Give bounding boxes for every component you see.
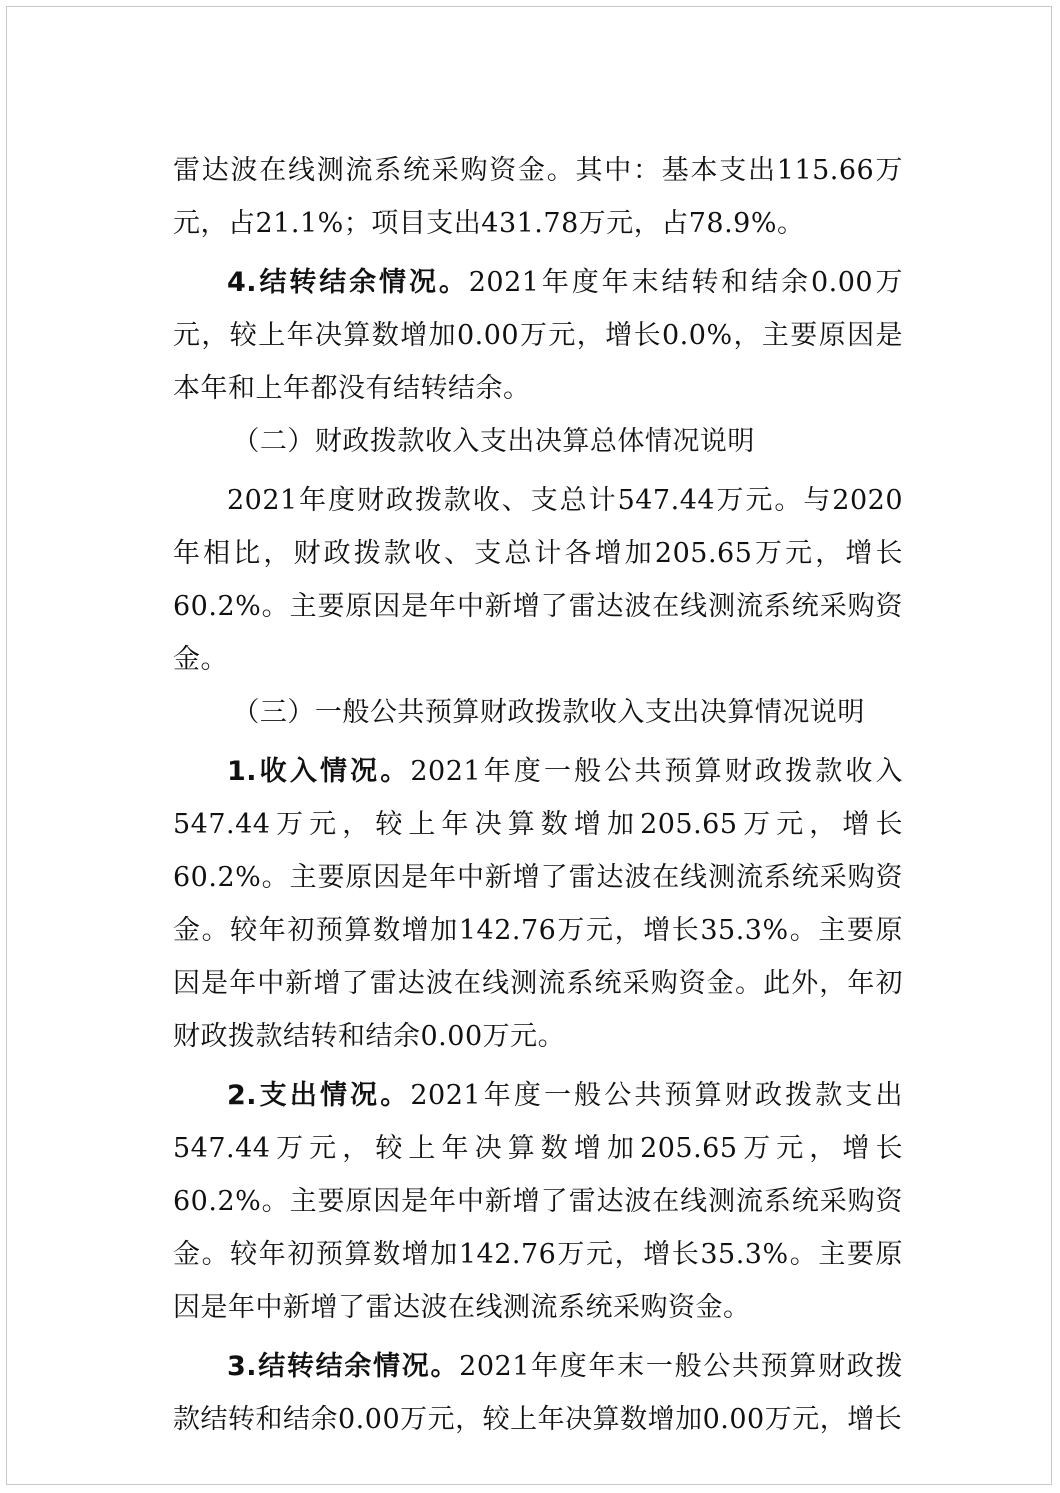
paragraph-text: 2021年度一般公共预算财政拨款支出547.44万元，较上年决算数增加205.65万元，增长60.2%。主要原因是年中新增了雷达波在线测流系统采购资金。较年初预算数增加142.76万元，增长35.3%。主要原因是年中新增了雷达波在线测流系统采购资金。: [173, 1080, 904, 1323]
paragraph-lead: 4.结转结余情况。: [227, 267, 469, 298]
section-heading-2: （二）财政拨款收入支出决算总体情况说明: [232, 426, 755, 457]
paragraph-lead: 1.收入情况。: [227, 756, 411, 787]
paragraph-lead: 2.支出情况。: [227, 1080, 411, 1111]
paragraph-continued: [173, 144, 903, 250]
paragraph-text: 2021年度年末一般公共预算财政拨款结转和结余0.00万元，较上年决算数增加0.00万元，增长: [173, 1351, 903, 1435]
paragraph-fiscal-overview: [173, 474, 903, 686]
paragraph-text: 雷达波在线测流系统采购资金。其中：基本支出115.66万元，占21.1%；项目支出431.78万元，占78.9%。: [173, 155, 903, 239]
paragraph-text: 2021年度财政拨款收、支总计547.44万元。与2020年相比，财政拨款收、支总计各增加205.65万元，增长60.2%。主要原因是年中新增了雷达波在线测流系统采购资金。: [173, 485, 903, 675]
section-heading-3: （三）一般公共预算财政拨款收入支出决算情况说明: [232, 697, 865, 728]
paragraph-text: 2021年度年末结转和结余0.00万元，较上年决算数增加0.00万元，增长0.0%，主要原因是本年和上年都没有结转结余。: [173, 267, 903, 404]
paragraph-carryover-balance: [173, 256, 903, 415]
document-body: [173, 144, 903, 1446]
paragraph-expenditure: [173, 1069, 903, 1334]
paragraph-text: 2021年度一般公共预算财政拨款收入547.44万元，较上年决算数增加205.65万元，增长60.2%。主要原因是年中新增了雷达波在线测流系统采购资金。较年初预算数增加142.76万元，增长35.3%。主要原因是年中新增了雷达波在线测流系统采购资金。此外，年初财政拨款结转和结余0.00万元。: [173, 756, 904, 1052]
document-page: [6, 6, 1052, 1485]
paragraph-income: [173, 745, 903, 1063]
paragraph-carryover-general: [173, 1340, 903, 1446]
paragraph-lead: 3.结转结余情况。: [227, 1351, 460, 1382]
